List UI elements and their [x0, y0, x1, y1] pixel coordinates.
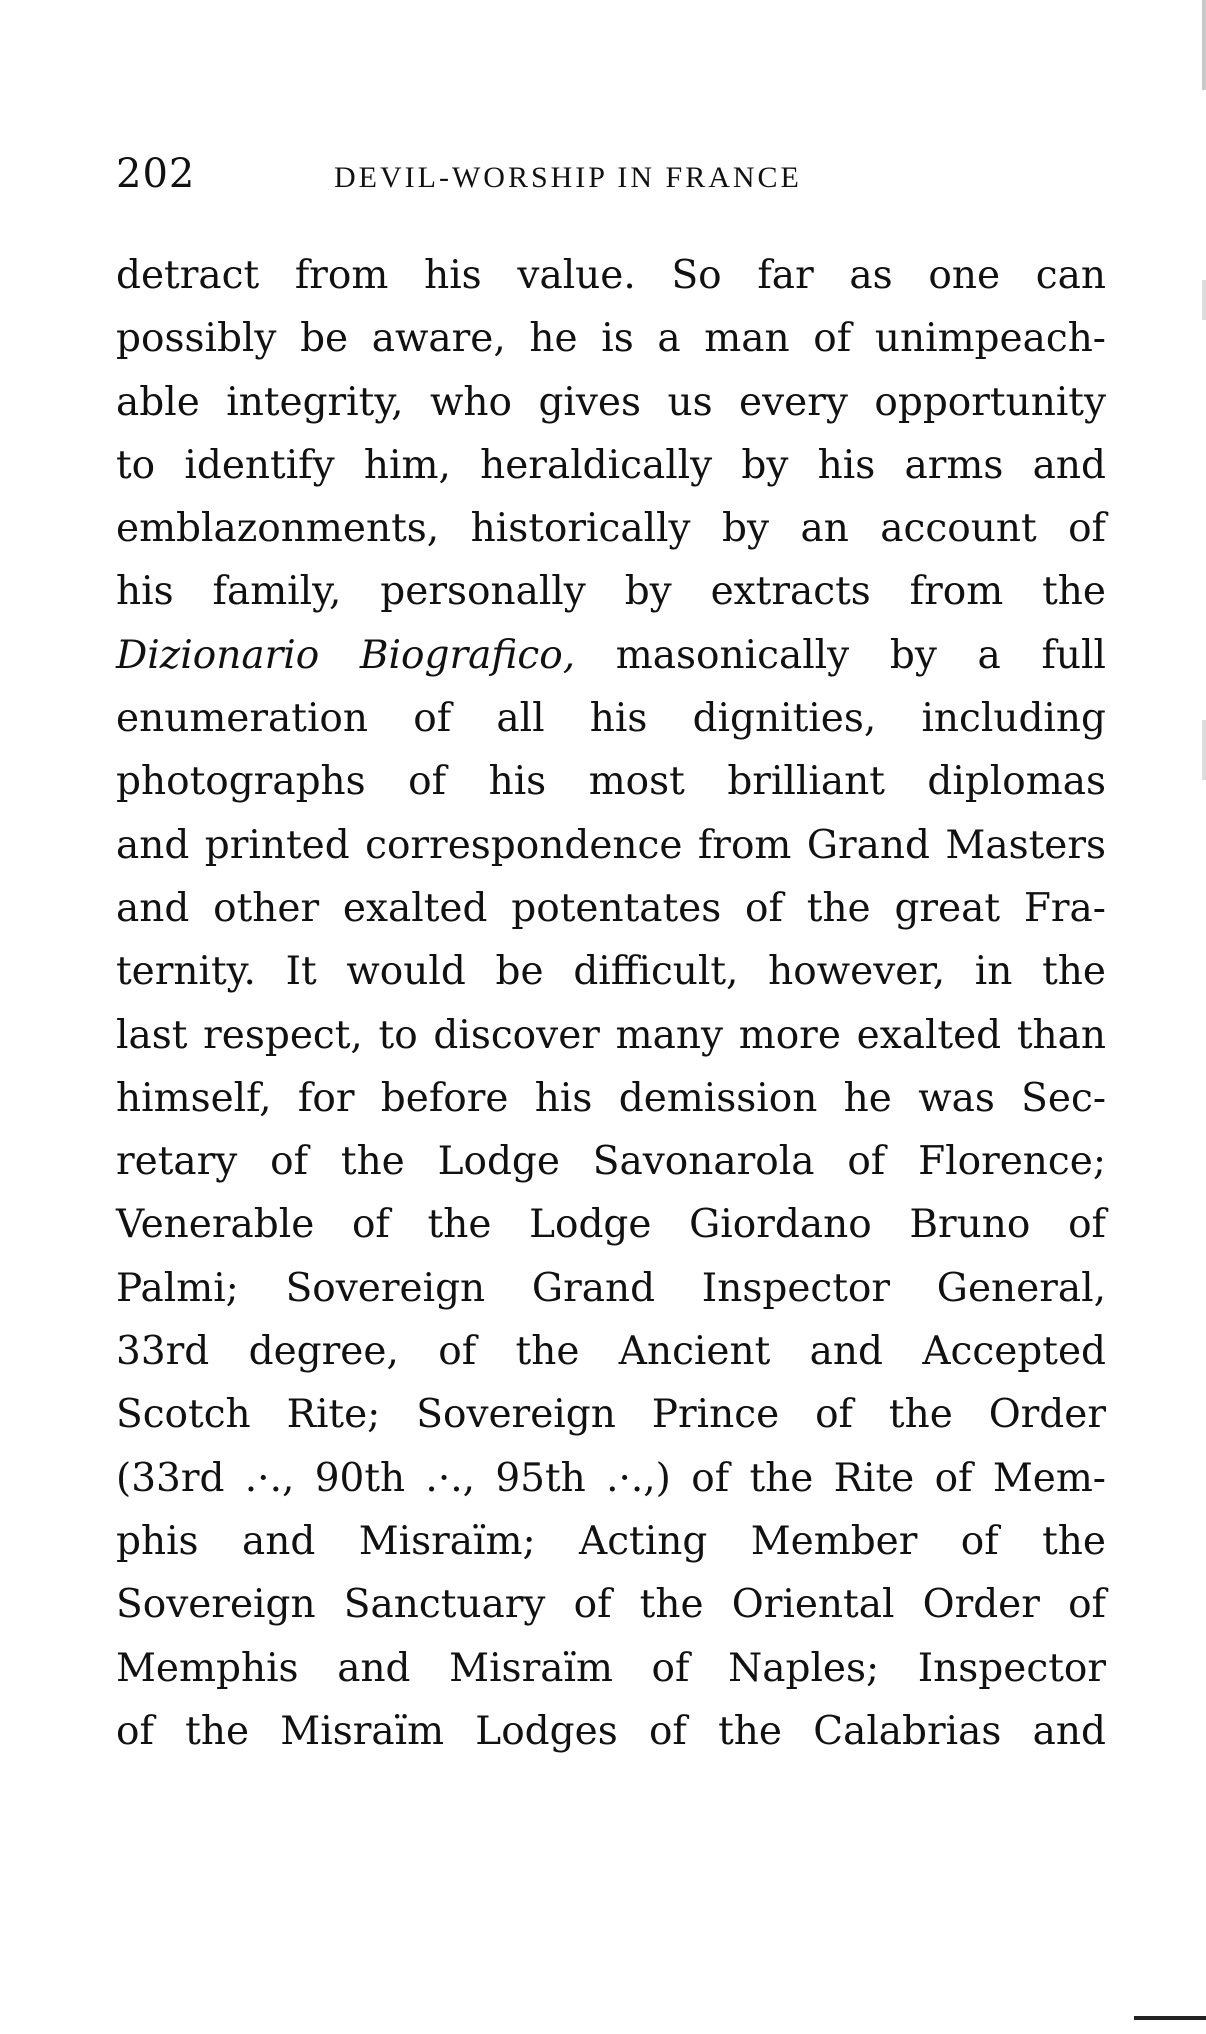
text-line: Sovereign Sanctuary of the Oriental Order of — [116, 1582, 1106, 1628]
text-line-rest: masonically by a full — [615, 632, 1106, 678]
text-line: emblazonments, historically by an account of — [116, 506, 1106, 552]
text-line: Palmi; Sovereign Grand Inspector General, — [116, 1265, 1106, 1311]
text-line: ternity. It would be difficult, however, in the — [116, 949, 1106, 995]
body-text — [116, 244, 1106, 1763]
text-line: Scotch Rite; Sovereign Prince of the Order — [116, 1392, 1106, 1438]
text-line: to identify him, heraldically by his arms and — [116, 442, 1106, 488]
running-head: DEVIL-WORSHIP IN FRANCE — [334, 161, 802, 194]
text-line: last respect, to discover many more exalted than — [116, 1012, 1106, 1058]
text-line: Memphis and Misraïm of Naples; Inspector — [116, 1645, 1106, 1691]
text-line: phis and Misraïm; Acting Member of the — [116, 1518, 1106, 1564]
page-edge-shadow — [1202, 0, 1206, 90]
text-line: 33rd degree, of the Ancient and Accepted — [116, 1329, 1106, 1375]
text-line: and other exalted potentates of the great Fra- — [116, 885, 1106, 931]
text-line: of the Misraïm Lodges of the Calabrias and — [116, 1708, 1106, 1754]
text-line: (33rd .·., 90th .·., 95th .·.,) of the Rite of Mem- — [116, 1455, 1106, 1501]
text-line: Venerable of the Lodge Giordano Bruno of — [116, 1202, 1106, 1248]
text-line: his family, personally by extracts from the — [116, 569, 1106, 615]
text-line: able integrity, who gives us every opportunity — [116, 379, 1106, 425]
page-edge-shadow — [1202, 280, 1206, 320]
page-corner-mark — [1134, 2016, 1206, 2020]
text-line: detract from his value. So far as one can — [116, 253, 1106, 298]
page-header — [116, 148, 1106, 208]
text-line: photographs of his most brilliant diplomas — [116, 759, 1106, 805]
text-line: possibly be aware, he is a man of unimpeach- — [116, 316, 1106, 362]
text-line: and printed correspondence from Grand Masters — [116, 822, 1106, 868]
text-line: himself, for before his demission he was Sec- — [116, 1075, 1106, 1121]
italic-title: Dizionario Biografico, — [116, 632, 576, 678]
text-line: retary of the Lodge Savonarola of Florence; — [116, 1139, 1106, 1185]
page-number: 202 — [116, 151, 196, 197]
text-line — [116, 624, 1106, 687]
text-line: enumeration of all his dignities, including — [116, 696, 1106, 742]
page-edge-shadow — [1202, 720, 1206, 780]
